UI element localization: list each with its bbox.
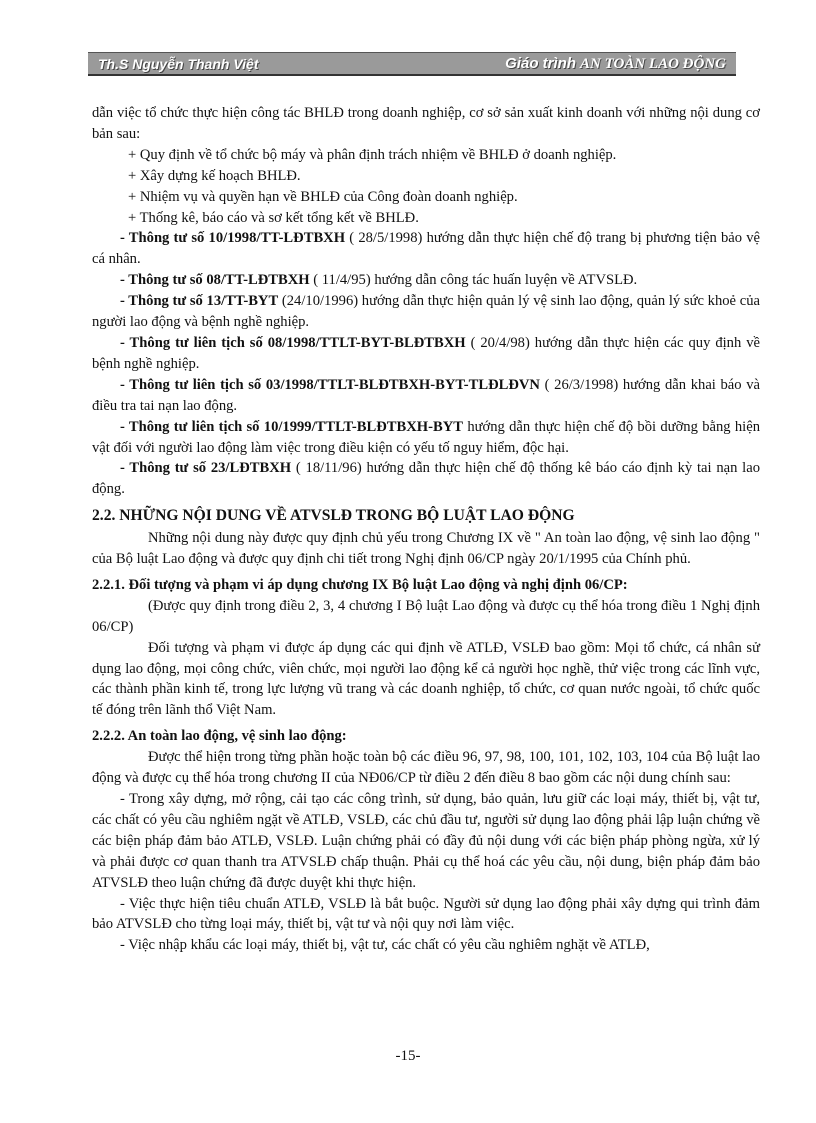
list-item: - Việc nhập khẩu các loại máy, thiết bị, vật tư, các chất có yêu cầu nghiêm nghặt về ATLĐ, [120, 937, 650, 954]
list-item: - Trong xây dựng, mở rộng, cải tạo các công trình, sử dụng, bảo quản, lưu giữ các loại máy, thiết bị, vật tư, các chất có yêu cầu nghiêm ngặt về ATLĐ, VSLĐ, các chủ đầu tư, người sử dụng lao động phải lập luận chứng về các biện pháp đảm bảo ATLĐ, VSLĐ. Luận chứng phải có đầy đủ nội dung với các biện pháp phòng ngừa, xử lý và phải được cơ quan thanh tra ATVSLĐ chấp thuận. Phải cụ thể hoá các yêu cầu, nội dung, biện pháp đảm bảo ATVSLĐ theo luận chứng đã được duyệt khi thực hiện. [92, 791, 760, 891]
circular-text: ( 28/5/1998) hướng dẫn thực hiện chế độ trang bị phương tiện bảo vệ cá nhân. [92, 230, 760, 268]
list-item: - Việc thực hiện tiêu chuẩn ATLĐ, VSLĐ là bắt buộc. Người sử dụng lao động phải xây dựng qui trình đảm bảo ATVSLĐ cho từng loại máy, thiết bị, vật tư và nội quy nơi làm việc. [92, 895, 760, 933]
circular-item [92, 270, 760, 291]
intro-paragraph: dẫn việc tổ chức thực hiện công tác BHLĐ trong doanh nghiệp, cơ sở sản xuất kinh doanh với những nội dung cơ bản sau: [92, 105, 760, 142]
bullet-item: + Nhiệm vụ và quyền hạn về BHLĐ của Công đoàn doanh nghiệp. [128, 188, 518, 205]
page-header [88, 52, 736, 76]
circular-label: - Thông tư số 08/TT-LĐTBXH [120, 272, 310, 289]
circular-label: - Thông tư số 13/TT-BYT [120, 293, 279, 310]
circular-label: - Thông tư số 10/1998/TT-LĐTBXH [120, 230, 346, 247]
header-book-prefix: Giáo trình [505, 54, 577, 72]
circular-item [92, 417, 760, 459]
header-book-title: AN TOÀN LAO ĐỘNG [580, 55, 726, 72]
circular-label: - Thông tư liên tịch số 10/1999/TTLT-BLĐTBXH-BYT [120, 418, 464, 435]
section-heading-2-2-1: 2.2.1. Đối tượng và phạm vi áp dụng chương IX Bộ luật Lao động và nghị định 06/CP: [92, 576, 628, 593]
section-2-2-1-paragraph: (Được quy định trong điều 2, 3, 4 chương I Bộ luật Lao động và được cụ thể hóa trong điều 1 Nghị định 06/CP) [92, 597, 760, 635]
circular-item [92, 291, 760, 333]
circular-label: - Thông tư liên tịch số 08/1998/TTLT-BYT-BLĐTBXH [120, 334, 466, 351]
circular-label: - Thông tư số 23/LĐTBXH [120, 460, 292, 477]
page-body [92, 103, 760, 956]
header-book [505, 55, 726, 73]
circular-item [92, 458, 760, 500]
bullet-item: + Thống kê, báo cáo và sơ kết tổng kết về BHLĐ. [128, 209, 419, 226]
bullet-item: + Xây dựng kế hoạch BHLĐ. [128, 167, 301, 184]
section-2-2-paragraph: Những nội dung này được quy định chủ yếu trong Chương IX về " An toàn lao động, vệ sinh lao động " của Bộ luật Lao động và được quy định chi tiết trong Nghị định 06/CP ngày 20/1/1995 của Chính phủ. [92, 530, 760, 568]
section-2-2-2-paragraph: Được thể hiện trong từng phần hoặc toàn bộ các điều 96, 97, 98, 100, 101, 102, 103, 104 của Bộ luật lao động và được cụ thể hóa trong chương II của NĐ06/CP từ điều 2 đến điều 8 bao gồm các nội dung chính sau: [92, 749, 760, 787]
section-heading-2-2-2: 2.2.2. An toàn lao động, vệ sinh lao động: [92, 728, 347, 745]
circular-text: ( 20/4/98) hướng dẫn thực hiện các quy định về bệnh nghề nghiệp. [92, 334, 760, 372]
bullet-item: + Quy định về tổ chức bộ máy và phân định trách nhiệm về BHLĐ ở doanh nghiệp. [128, 146, 617, 163]
circular-item [92, 375, 760, 417]
circular-item [92, 228, 760, 270]
circular-label: - Thông tư liên tịch số 03/1998/TTLT-BLĐTBXH-BYT-TLĐLĐVN [120, 376, 540, 393]
section-2-2-1-paragraph: Đối tượng và phạm vi được áp dụng các qui định về ATLĐ, VSLĐ bao gồm: Mọi tổ chức, cá nhân sử dụng lao động, mọi công chức, viên chức, mọi người lao động kể cả người học nghề, thử việc trong các lĩnh vực, các thành phần kinh tế, trong lực lượng vũ trang và các doanh nghiệp, tổ chức, cơ quan nước ngoài, tổ chức quốc tế đóng trên lãnh thổ Việt Nam. [92, 639, 760, 719]
circular-text: ( 11/4/95) hướng dẫn công tác huấn luyện về ATVSLĐ. [309, 272, 638, 289]
section-heading-2-2: 2.2. NHỮNG NỘI DUNG VỀ ATVSLĐ TRONG BỘ LUẬT LAO ĐỘNG [92, 507, 575, 525]
circular-text: ( 26/3/1998) hướng dẫn khai báo và điều tra tai nạn lao động. [92, 376, 760, 414]
page-number: -15- [395, 1048, 421, 1064]
circular-text: (24/10/1996) hướng dẫn thực hiện quản lý vệ sinh lao động, quản lý sức khoẻ của người lao động và bệnh nghề nghiệp. [92, 293, 760, 331]
circular-text: ( 18/11/96) hướng dẫn thực hiện chế độ thống kê báo cáo định kỳ tai nạn lao động. [92, 460, 760, 498]
circular-text: hướng dẫn thực hiện chế độ bồi dưỡng bằng hiện vật đối với người lao động làm việc trong điều kiện có yếu tố nguy hiểm, độc hại. [92, 418, 760, 456]
header-author: Th.S Nguyễn Thanh Việt [98, 55, 259, 72]
circular-item [92, 333, 760, 375]
